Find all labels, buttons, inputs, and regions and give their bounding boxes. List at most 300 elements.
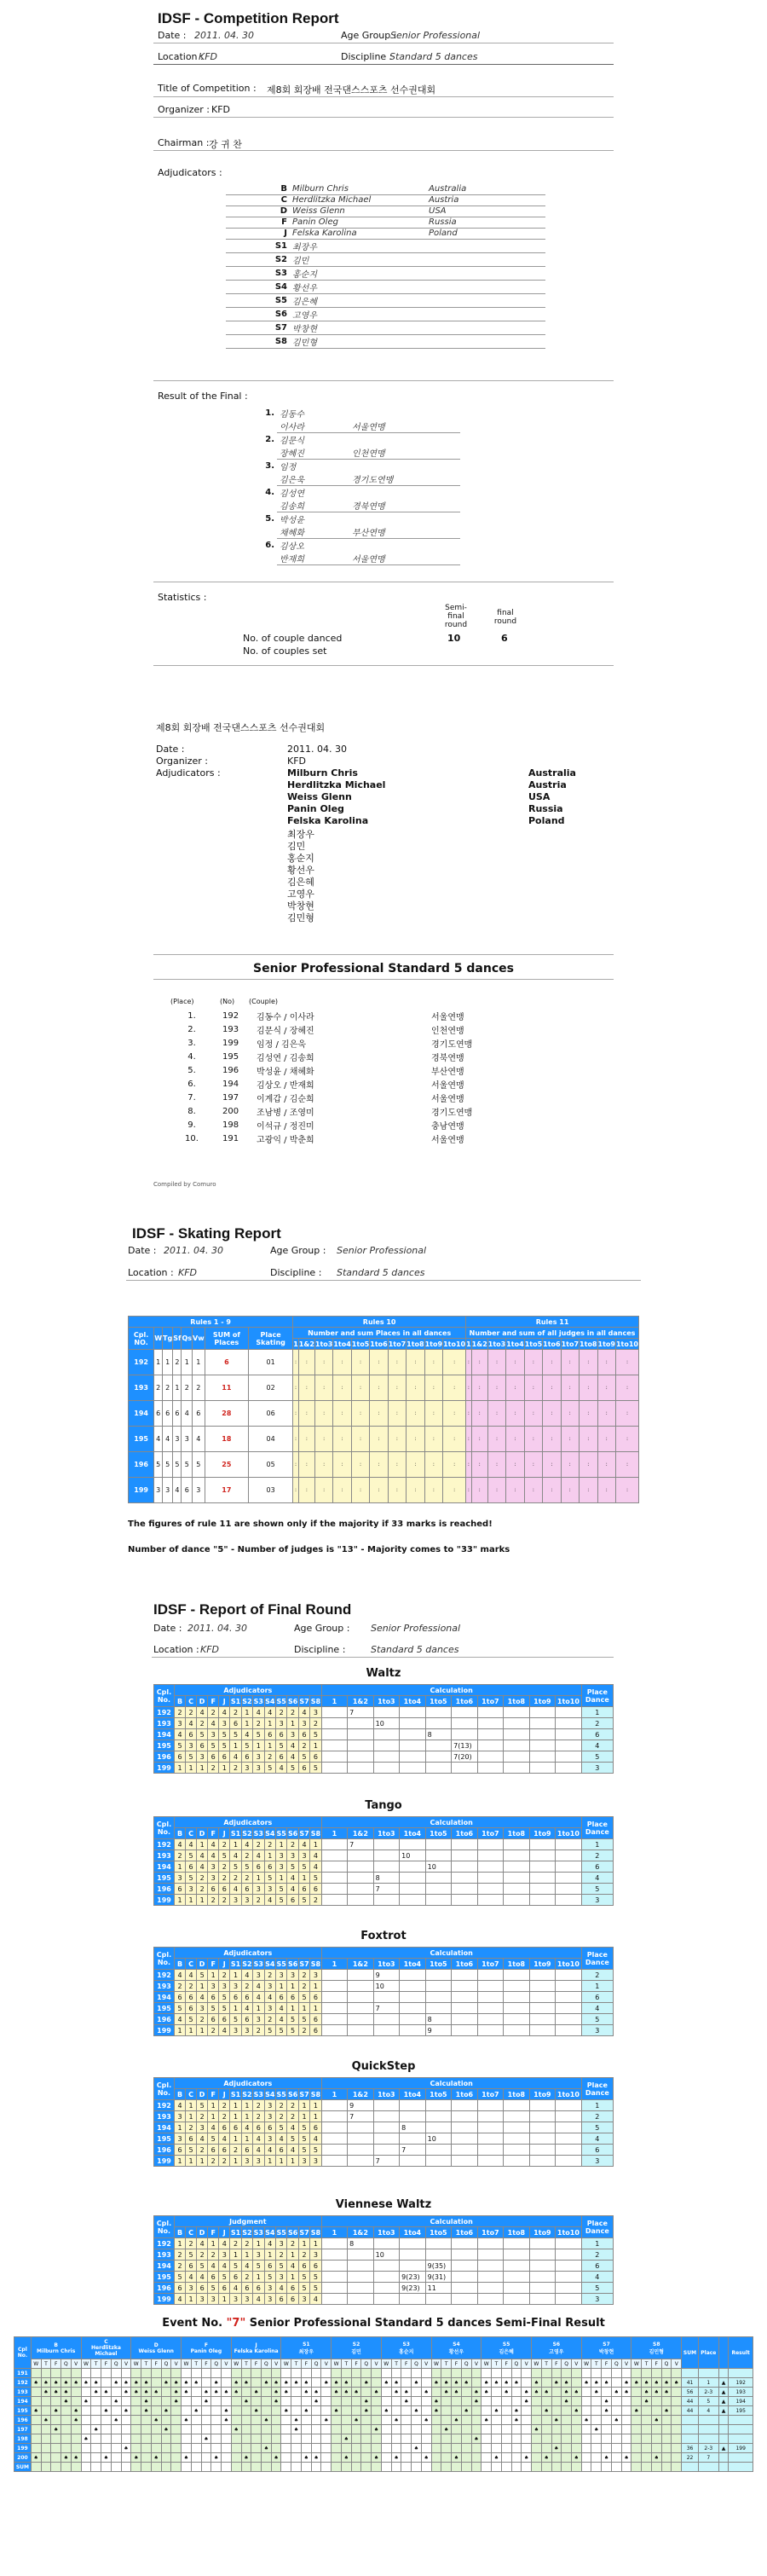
mark-cell <box>191 2425 201 2434</box>
judge-mark: 2 <box>275 2111 286 2122</box>
calc-cell <box>373 1729 400 1740</box>
rule11-cell: : <box>597 1401 615 1427</box>
dance-letter: W <box>431 2359 441 2369</box>
sum-cell <box>492 2463 502 2472</box>
mark-cell: ♠ <box>281 2388 291 2397</box>
judge-mark: 2 <box>241 2238 252 2249</box>
mark-cell <box>501 2416 511 2425</box>
judge-mark: 4 <box>208 2122 219 2133</box>
judge-code: S8 <box>653 2341 660 2347</box>
mark-cell <box>501 2434 511 2444</box>
calc-cell <box>504 2003 530 2014</box>
judge-mark: 6 <box>264 1861 275 1873</box>
mark-cell <box>421 2378 431 2388</box>
adjudicator-row <box>226 293 545 307</box>
mark-cell <box>222 2397 232 2406</box>
mark-cell <box>501 2406 511 2416</box>
judge-mark: 3 <box>219 1981 230 1992</box>
row-mark <box>718 2416 729 2425</box>
calc-cell <box>400 1970 426 1981</box>
rule11-cell: : <box>506 1452 524 1478</box>
header-row <box>129 1328 639 1339</box>
adjudicator-name: 고영우 <box>290 307 426 321</box>
rule10-cell: : <box>293 1350 299 1375</box>
calc-cell <box>321 1850 348 1861</box>
judge-header: J <box>219 1959 230 1970</box>
calc-cell <box>529 2122 556 2133</box>
calc-cell <box>477 2133 504 2145</box>
judge-mark: 5 <box>287 2025 298 2036</box>
judge-mark: 2 <box>241 1981 252 1992</box>
mark-cell <box>61 2434 72 2444</box>
competition-title-label: Title of Competition : <box>158 83 257 94</box>
mark-cell <box>291 2444 302 2453</box>
mark-cell <box>412 2416 422 2425</box>
calc-cell <box>452 2003 478 2014</box>
result-leader: 김문식 <box>280 437 304 446</box>
adjudicator-country <box>426 252 545 266</box>
mark-cell: ♠ <box>651 2453 661 2463</box>
judge-mark: 2 <box>264 1751 275 1763</box>
mark-cell <box>281 2453 291 2463</box>
adjudicator-country: Russia <box>426 217 545 228</box>
mark-cell: ♠ <box>492 2378 502 2388</box>
mark-cell <box>182 2397 192 2406</box>
mark-cell <box>482 2397 492 2406</box>
judge-mark: 2 <box>298 2025 309 2036</box>
judge-mark: 6 <box>310 1751 321 1763</box>
mark-cell: ♠ <box>642 2388 652 2397</box>
calc-header: 1to10 <box>556 2227 582 2238</box>
rule11-cell: : <box>561 1427 579 1452</box>
result-row <box>239 525 460 539</box>
judge-header: C <box>186 1959 197 1970</box>
calc-cell <box>373 1707 400 1718</box>
judge-mark: 6 <box>219 2122 230 2133</box>
judge-code: S5 <box>502 2341 510 2347</box>
adjudicator-code: S2 <box>226 252 290 266</box>
calc-cell <box>529 1707 556 1718</box>
mark-cell: ♠ <box>211 2388 222 2397</box>
header-row <box>14 2337 753 2359</box>
sum-cell <box>471 2463 482 2472</box>
mark-cell <box>341 2425 351 2434</box>
judge-header: S5 <box>276 1697 286 1705</box>
mark-cell <box>651 2444 661 2453</box>
skating-row <box>129 1452 639 1478</box>
result-blank <box>239 525 277 539</box>
mark-cell <box>602 2369 612 2378</box>
dance-letter: Q <box>211 2359 222 2369</box>
dance-letter: T <box>591 2359 602 2369</box>
judge-mark: 5 <box>298 1992 309 2003</box>
dance-letter: Q <box>311 2359 321 2369</box>
mark-cell <box>532 2406 542 2416</box>
rule10-cell: : <box>424 1452 442 1478</box>
mark-cell <box>651 2406 661 2416</box>
sum-cell <box>222 2463 232 2472</box>
summary-adjudicator-country: Russia <box>528 803 563 814</box>
mark-cell: ♠ <box>81 2434 91 2444</box>
calc-cell <box>504 1850 530 1861</box>
calc-cell: 7 <box>373 2003 400 2014</box>
calc-cell <box>321 2100 348 2111</box>
dance-letter: V <box>522 2359 532 2369</box>
judge-mark: 3 <box>275 1850 286 1861</box>
judge-header <box>381 2337 431 2359</box>
mark-cell: ♠ <box>31 2453 41 2463</box>
judge-mark: 2 <box>208 2249 219 2261</box>
adjudicator-code: S7 <box>226 321 290 334</box>
event-row <box>14 2397 753 2406</box>
ranking-number: 198 <box>222 1120 239 1130</box>
mark-cell: ♠ <box>171 2378 182 2388</box>
judge-mark: 1 <box>241 2111 252 2122</box>
mark-cell <box>672 2369 682 2378</box>
calc-cell <box>373 2100 400 2111</box>
judge-mark: 6 <box>219 1751 230 1763</box>
mark-cell: ♠ <box>231 2388 241 2397</box>
mark-cell: ♠ <box>321 2378 332 2388</box>
rule10-cell: : <box>314 1401 332 1427</box>
summary-title: 제8회 회장배 전국댄스스포츠 선수권대회 <box>156 722 326 733</box>
mark-cell <box>201 2425 211 2434</box>
judge-mark: 5 <box>310 2145 321 2156</box>
judge-mark: 2 <box>219 1873 230 1884</box>
sum-cell <box>482 2463 492 2472</box>
calc-cell <box>321 2014 348 2025</box>
calc-cell <box>425 1992 452 2003</box>
rule11-cell: : <box>580 1350 597 1375</box>
mark-cell: ♠ <box>101 2388 112 2397</box>
judge-mark: 2 <box>174 1850 185 1861</box>
mark-cell <box>141 2425 152 2434</box>
mark-cell <box>471 2425 482 2434</box>
mark-cell <box>71 2425 81 2434</box>
dance-place: 2 <box>163 1375 173 1401</box>
ranking-club: 서울연맹 <box>431 1135 464 1145</box>
judge-mark: 5 <box>230 2014 241 2025</box>
calc-cell <box>504 1718 530 1729</box>
rule10-cell: : <box>443 1375 466 1401</box>
adjudicator-country <box>426 321 545 334</box>
calc-cell <box>556 1861 582 1873</box>
mark-cell: ♠ <box>311 2397 321 2406</box>
adjudicator-code: S3 <box>226 266 290 280</box>
date-label: Date : <box>158 30 187 41</box>
dance-letter: W <box>381 2359 391 2369</box>
result-row <box>239 446 460 460</box>
mark-cell <box>661 2453 672 2463</box>
mark-cell <box>141 2369 152 2378</box>
judge-mark: 5 <box>208 2003 219 2014</box>
judge-mark: 3 <box>310 2156 321 2167</box>
mark-cell <box>431 2425 441 2434</box>
calc-cell: 9 <box>425 2025 452 2036</box>
calc-header: 1&2 <box>348 2089 374 2100</box>
dance-table <box>153 2215 614 2305</box>
result-partner: 김송희 <box>277 499 349 512</box>
rule10-cell: : <box>314 1350 332 1375</box>
judge-mark: 4 <box>174 2100 185 2111</box>
mark-cell: ♠ <box>61 2388 72 2397</box>
mark-cell <box>51 2434 61 2444</box>
mark-cell: ♠ <box>262 2378 272 2388</box>
calc-header: 1to8 <box>504 1828 530 1839</box>
judge-mark: 5 <box>208 1740 219 1751</box>
dance-row <box>154 1763 614 1774</box>
calc-cell <box>425 2238 452 2249</box>
judge-mark: 1 <box>186 1895 197 1906</box>
mark-cell <box>301 2397 311 2406</box>
calc-cell <box>477 1873 504 1884</box>
place-header: Place Dance <box>581 1685 613 1707</box>
dance-row <box>154 2111 614 2122</box>
judge-mark: 3 <box>253 2014 264 2025</box>
rule10-cell: : <box>351 1452 369 1478</box>
mark-cell <box>412 2425 422 2434</box>
mark-cell <box>672 2444 682 2453</box>
mark-cell: ♠ <box>571 2453 581 2463</box>
mark-cell: ♠ <box>501 2388 511 2397</box>
couple-number: 193 <box>154 1981 175 1992</box>
judge-header: S1 <box>230 1829 241 1838</box>
dance-title: Viennese Waltz <box>335 2198 432 2211</box>
mark-cell: ♠ <box>471 2388 482 2397</box>
dance-letter: F <box>201 2359 211 2369</box>
rule11-cell: : <box>524 1375 542 1401</box>
ranking-number: 197 <box>222 1092 239 1103</box>
adjudicator-code: S6 <box>226 307 290 321</box>
result-row <box>239 512 460 526</box>
calc-cell <box>373 2122 400 2133</box>
judge-mark: 1 <box>186 2294 197 2305</box>
judge-mark: 2 <box>298 1970 309 1981</box>
judge-mark: 3 <box>241 2025 252 2036</box>
judge-header: F <box>208 1828 219 1839</box>
couples-danced-label: No. of couple danced <box>243 633 343 644</box>
mark-cell: ♠ <box>41 2388 51 2397</box>
rule11-cell: : <box>597 1427 615 1452</box>
mark-cell <box>171 2406 182 2416</box>
mark-cell <box>171 2416 182 2425</box>
calc-cell <box>425 1884 452 1895</box>
mark-cell: ♠ <box>51 2388 61 2397</box>
calc-cell <box>400 1873 426 1884</box>
judge-header: S7 <box>299 2228 309 2237</box>
calc-col-header: 1to5 <box>524 1340 543 1348</box>
judge-mark: 2 <box>197 2014 208 2025</box>
judge-mark: 1 <box>174 1861 185 1873</box>
judge-mark: 1 <box>298 1873 309 1884</box>
place-dance: 5 <box>581 2283 613 2294</box>
cpl-header: Cpl. No. <box>154 1948 175 1970</box>
divider <box>153 117 614 118</box>
calc-cell: 10 <box>373 2249 400 2261</box>
discipline-value: Standard 5 dances <box>389 51 478 62</box>
judge-mark: 6 <box>275 2294 286 2305</box>
sum-cell <box>201 2463 211 2472</box>
calc-cell <box>400 1707 426 1718</box>
mark-cell <box>31 2425 41 2434</box>
calc-cell <box>504 1884 530 1895</box>
skating-row <box>129 1350 639 1375</box>
header-row <box>154 1948 614 1959</box>
judge-mark: 6 <box>264 2122 275 2133</box>
calc-cell <box>425 1873 452 1884</box>
calc-cell: 10 <box>373 1718 400 1729</box>
calc-cell <box>321 1884 348 1895</box>
rule11-cell: : <box>487 1350 505 1375</box>
calc-cell <box>556 2249 582 2261</box>
sum-of-places: 6 <box>205 1350 248 1375</box>
ranking-place: 2. <box>187 1024 196 1034</box>
mark-cell: ♠ <box>182 2416 192 2425</box>
mark-cell <box>291 2434 302 2444</box>
mark-cell <box>351 2397 361 2406</box>
calc-cell <box>400 1981 426 1992</box>
judge-name: 김민형 <box>649 2348 664 2355</box>
judge-mark: 5 <box>298 2272 309 2283</box>
calc-cell <box>477 1981 504 1992</box>
judge-code: C <box>104 2339 108 2345</box>
mark-cell <box>651 2369 661 2378</box>
mark-cell: ♠ <box>602 2453 612 2463</box>
calc-cell <box>348 2014 374 2025</box>
mark-cell <box>191 2416 201 2425</box>
result-row <box>239 472 460 486</box>
judge-mark: 6 <box>275 1729 286 1740</box>
mark-cell <box>461 2453 471 2463</box>
summary-adjudicator-country: Australia <box>528 767 576 779</box>
rule10-cell: : <box>333 1350 351 1375</box>
rule10-cell: : <box>388 1452 406 1478</box>
mark-cell: ♠ <box>201 2397 211 2406</box>
mark-cell <box>341 2406 351 2416</box>
mark-cell: ♠ <box>372 2388 382 2397</box>
mark-cell <box>562 2416 572 2425</box>
place-dance: 4 <box>581 1740 613 1751</box>
sum-cell <box>522 2463 532 2472</box>
mark-cell: ♠ <box>361 2397 372 2406</box>
mark-cell <box>171 2369 182 2378</box>
mark-cell: ♠ <box>361 2406 372 2416</box>
ranking-row <box>166 1050 575 1063</box>
rule11-cell: : <box>580 1478 597 1503</box>
judge-mark: 5 <box>310 1873 321 1884</box>
event-number: "7" <box>226 2317 246 2330</box>
calc-cell <box>504 1895 530 1906</box>
calc-cell <box>477 1884 504 1895</box>
ranking-number: 199 <box>222 1038 239 1048</box>
mark-cell <box>551 2453 562 2463</box>
rule10-cell: : <box>333 1375 351 1401</box>
summary-adjudicator-name: 김은혜 <box>287 877 314 888</box>
mark-cell <box>581 2434 591 2444</box>
skating-row <box>129 1375 639 1401</box>
mark-cell <box>461 2444 471 2453</box>
judge-mark: 3 <box>208 1981 219 1992</box>
calc-cell <box>529 1861 556 1873</box>
calc-cell <box>477 2249 504 2261</box>
rule11-cell: : <box>506 1478 524 1503</box>
judge-mark: 1 <box>174 1895 185 1906</box>
judge-header <box>482 2337 532 2359</box>
judge-mark: 2 <box>219 2156 230 2167</box>
mark-cell <box>211 2397 222 2406</box>
mark-cell <box>511 2434 522 2444</box>
calc-cell <box>504 2294 530 2305</box>
dance-row <box>154 2283 614 2294</box>
dance-row <box>154 1861 614 1873</box>
mark-cell: ♠ <box>71 2453 81 2463</box>
mark-cell: ♠ <box>211 2378 222 2388</box>
mark-cell <box>151 2397 161 2406</box>
dance-place: 6 <box>154 1401 163 1427</box>
judge-mark: 4 <box>230 1751 241 1763</box>
ranking-place: 5. <box>187 1065 196 1075</box>
dance-table <box>153 1947 614 2036</box>
dance-place: 4 <box>182 1401 193 1427</box>
mark-cell: ♠ <box>182 2378 192 2388</box>
calc-cell <box>452 1839 478 1850</box>
mark-cell <box>551 2434 562 2444</box>
calc-cell <box>400 2003 426 2014</box>
calc-header: 1to7 <box>477 2089 504 2100</box>
calc-cell: 9(23) <box>400 2283 426 2294</box>
judge-mark: 4 <box>174 2294 185 2305</box>
mark-cell <box>421 2369 431 2378</box>
dance-row <box>154 2145 614 2156</box>
mark-cell <box>211 2444 222 2453</box>
rule11-cell: : <box>524 1452 542 1478</box>
sum-cell <box>672 2463 682 2472</box>
couple-number: 193 <box>154 2111 175 2122</box>
mark-cell <box>492 2434 502 2444</box>
calc-header: 1to7 <box>477 2227 504 2238</box>
mark-cell <box>131 2444 141 2453</box>
dance-letter: W <box>81 2359 91 2369</box>
mark-cell <box>61 2369 72 2378</box>
judge-mark: 4 <box>287 1873 298 1884</box>
judge-mark: 5 <box>287 2133 298 2145</box>
row-mark <box>718 2369 729 2378</box>
cpl-header: Cpl. No. <box>154 1817 175 1839</box>
dance-place: 3 <box>163 1478 173 1503</box>
mark-cell <box>431 2444 441 2453</box>
calc-cell <box>529 2156 556 2167</box>
mark-cell: ♠ <box>51 2425 61 2434</box>
summary-adjudicator-name: Felska Karolina <box>287 815 369 826</box>
mark-cell <box>532 2369 542 2378</box>
mark-cell <box>262 2434 272 2444</box>
dance-row <box>154 1884 614 1895</box>
rules-11-header: Rules 11 <box>466 1317 639 1328</box>
mark-cell <box>511 2397 522 2406</box>
place-dance: 5 <box>581 2014 613 2025</box>
mark-cell <box>111 2388 121 2397</box>
calc-cell <box>529 1839 556 1850</box>
mark-cell <box>412 2397 422 2406</box>
mark-cell <box>551 2369 562 2378</box>
dance-title: Foxtrot <box>360 1930 407 1942</box>
mark-cell <box>91 2406 101 2416</box>
calc-cell <box>452 2238 478 2249</box>
calc-cell: 7 <box>348 1707 374 1718</box>
judge-mark: 4 <box>197 1707 208 1718</box>
mark-cell <box>151 2444 161 2453</box>
dance-place: 2 <box>154 1375 163 1401</box>
